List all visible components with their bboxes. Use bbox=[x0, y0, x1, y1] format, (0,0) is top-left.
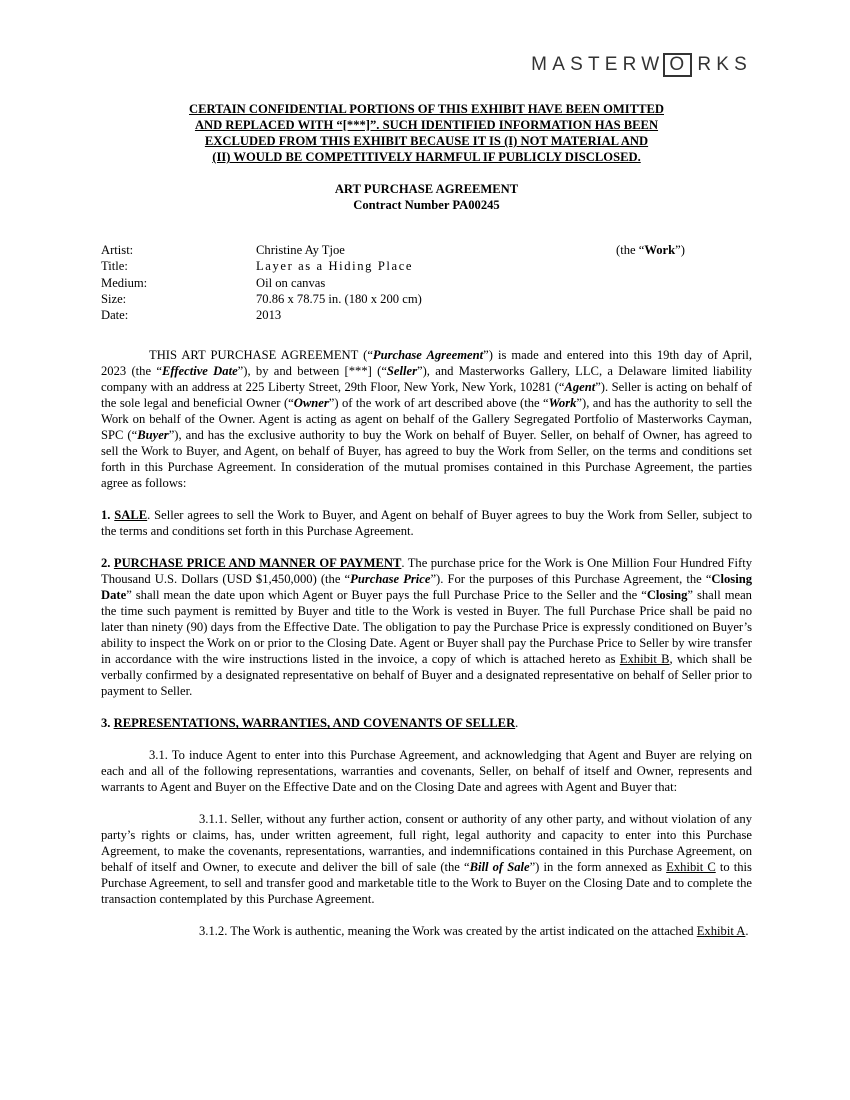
section-text: . Seller agrees to sell the Work to Buyer, and Agent on behalf of Buyer agrees to buy the Work from Seller, subject to the terms and conditions set forth in this Purchase Agreement. bbox=[101, 508, 753, 539]
clause-text: . bbox=[745, 924, 749, 939]
clause-3-1 bbox=[101, 747, 752, 795]
intro-text: ”), and Masterworks Gallery, LLC, a Delaware limited liability company with an address at 225 Liberty Street, 29th Floor, New York, New York, 10281 (“ bbox=[101, 364, 752, 395]
notice-line: EXCLUDED FROM THIS EXHIBIT BECAUSE IT IS (I) NOT MATERIAL AND bbox=[204, 134, 649, 148]
section-2-purchase-price bbox=[101, 555, 752, 699]
contract-number: Contract Number PA00245 bbox=[353, 198, 500, 212]
defined-term: Work bbox=[548, 396, 577, 411]
logo-text-end: RKS bbox=[697, 54, 752, 75]
intro-text: THIS ART PURCHASE AGREEMENT (“ bbox=[149, 348, 373, 363]
intro-text: ”) is made and entered into this 19th day of April, 2023 (the “ bbox=[101, 348, 753, 379]
size-row bbox=[101, 291, 752, 307]
intro-text: ”), and has the exclusive authority to buy the Work on behalf of Buyer. Seller, on behalf of Owner, has agreed to sell the Work to Buyer, and Agent, on behalf of Buyer, has agreed to buy the Work from Seller, on the terms and conditions set forth in this Purchase Agreement. In consideration of the mutual promises contained in this Purchase Agreement, the parties agree as follows: bbox=[101, 428, 752, 491]
clause-3-1-1 bbox=[101, 811, 752, 907]
section-text: ” shall mean the date upon which Agent or Buyer pays the full Purchase Price to the Seller and the “ bbox=[126, 588, 647, 603]
document-title: ART PURCHASE AGREEMENT bbox=[334, 182, 519, 196]
work-def-suffix: ”) bbox=[675, 243, 685, 257]
section-heading: REPRESENTATIONS, WARRANTIES, AND COVENANTS OF SELLER bbox=[113, 716, 516, 731]
defined-term: Agent bbox=[564, 380, 596, 395]
date-row bbox=[101, 307, 752, 323]
defined-term: Closing Date bbox=[101, 572, 752, 603]
document-title-block bbox=[101, 181, 752, 213]
clause-text: ”) in the form annexed as bbox=[529, 860, 667, 875]
section-text: . The purchase price for the Work is One Million Four Hundred Fifty Thousand U.S. Dollars (USD $1,450,000) (the “ bbox=[101, 556, 753, 587]
section-number: 2. bbox=[101, 556, 114, 571]
intro-text: ”), by and between [***] (“ bbox=[237, 364, 387, 379]
notice-line: CERTAIN CONFIDENTIAL PORTIONS OF THIS EXHIBIT HAVE BEEN OMITTED bbox=[189, 102, 664, 116]
section-3-heading bbox=[101, 715, 752, 731]
notice-line: AND REPLACED WITH “[***]”. SUCH IDENTIFIED INFORMATION HAS BEEN bbox=[194, 118, 659, 132]
section-text: ”). For the purposes of this Purchase Agreement, the “ bbox=[430, 572, 712, 587]
defined-term: Owner bbox=[293, 396, 329, 411]
defined-term: Bill of Sale bbox=[469, 860, 530, 875]
title-label: Title: bbox=[101, 259, 128, 274]
defined-term: Closing bbox=[646, 588, 688, 603]
medium-row bbox=[101, 275, 752, 291]
logo-text-start: MASTERW bbox=[531, 54, 665, 75]
exhibit-b-reference: Exhibit B bbox=[619, 652, 670, 667]
medium-value: Oil on canvas bbox=[256, 275, 326, 290]
clause-text: to this Purchase Agreement, to sell and transfer good and marketable title to the Work to Buyer on the Closing Date and to complete the transaction contemplated by this Purchase Agreement. bbox=[101, 860, 752, 907]
clause-3-1-2 bbox=[101, 923, 752, 939]
clause-text: 3.1. To induce Agent to enter into this Purchase Agreement, and acknowledging that Agent and Buyer are relying on each and all of the following representations, warranties and covenants, Seller, on behalf of itself and Owner, represents and warrants to Agent and Buyer on the Effective Date and on the Closing Date and agrees with Agent and Buyer that: bbox=[101, 748, 752, 795]
confidentiality-notice bbox=[101, 101, 752, 165]
section-heading: SALE bbox=[114, 508, 148, 523]
defined-term: Seller bbox=[386, 364, 417, 379]
size-label: Size: bbox=[101, 291, 127, 306]
title-row bbox=[101, 258, 752, 274]
section-text: . bbox=[515, 716, 519, 731]
masterworks-logo bbox=[531, 53, 752, 77]
clause-text: 3.1.1. Seller, without any further action, consent or authority of any other party, and without violation of any party’s rights or claims, has, under written agreement, full right, legal authority and capacity to enter into this Purchase Agreement, to make the covenants, representations, warranties, and indemnifications contained in this Purchase Agreement, on behalf of itself and Owner, to execute and deliver the bill of sale (the “ bbox=[101, 812, 752, 875]
date-value: 2013 bbox=[256, 308, 282, 323]
defined-term: Purchase Price bbox=[350, 572, 431, 587]
exhibit-a-reference: Exhibit A bbox=[696, 924, 746, 939]
section-text: , which shall be verbally confirmed by a designated representative on behalf of Buyer and a designated representative on behalf of Seller prior to payment to Seller. bbox=[101, 652, 752, 699]
artwork-details bbox=[101, 242, 752, 323]
defined-term: Buyer bbox=[137, 428, 169, 443]
section-heading: PURCHASE PRICE AND MANNER OF PAYMENT bbox=[113, 556, 402, 571]
title-value: Layer as a Hiding Place bbox=[256, 259, 414, 274]
size-value: 70.86 x 78.75 in. (180 x 200 cm) bbox=[256, 291, 422, 306]
work-definition bbox=[616, 242, 685, 258]
medium-label: Medium: bbox=[101, 275, 148, 290]
document-page bbox=[101, 101, 752, 939]
intro-text: ”), and has the authority to sell the Work on behalf of the Owner. Agent is acting as agent on behalf of the Gallery Segregated Portfolio of Masterworks Cayman, SPC (“ bbox=[101, 396, 752, 443]
section-1-sale bbox=[101, 507, 752, 539]
defined-term: Purchase Agreement bbox=[372, 348, 484, 363]
section-text: ” shall mean the time such payment is remitted by Buyer and title to the Work is vested in Buyer. The full Purchase Price shall be paid no later than ninety (90) days from the Effective Date. The obligation to pay the Purchase Price is expressly conditioned on Buyer’s ability to inspect the Work on or prior to the Closing Date. Agent or Buyer shall pay the Purchase Price to Seller by wire transfer in accordance with the wire instructions listed in the invoice, a copy of which is attached hereto as bbox=[101, 588, 752, 667]
exhibit-c-reference: Exhibit C bbox=[666, 860, 716, 875]
section-number: 1. bbox=[101, 508, 115, 523]
notice-line: (II) WOULD BE COMPETITIVELY HARMFUL IF PUBLICLY DISCLOSED. bbox=[212, 150, 641, 164]
artist-label: Artist: bbox=[101, 243, 134, 257]
section-number: 3. bbox=[101, 716, 114, 731]
defined-term: Effective Date bbox=[161, 364, 238, 379]
intro-paragraph bbox=[101, 347, 752, 491]
clause-text: 3.1.2. The Work is authentic, meaning the Work was created by the artist indicated on the attached bbox=[199, 924, 697, 939]
work-def-term: Work bbox=[644, 243, 676, 257]
intro-text: ”). Seller is acting on behalf of the sole legal and beneficial Owner (“ bbox=[101, 380, 752, 411]
artist-value: Christine Ay Tjoe bbox=[256, 243, 345, 257]
intro-text: ”) of the work of art described above (the “ bbox=[328, 396, 549, 411]
logo-boxed-letter: O bbox=[663, 53, 692, 77]
date-label: Date: bbox=[101, 308, 129, 323]
work-def-prefix: (the “ bbox=[616, 243, 645, 257]
